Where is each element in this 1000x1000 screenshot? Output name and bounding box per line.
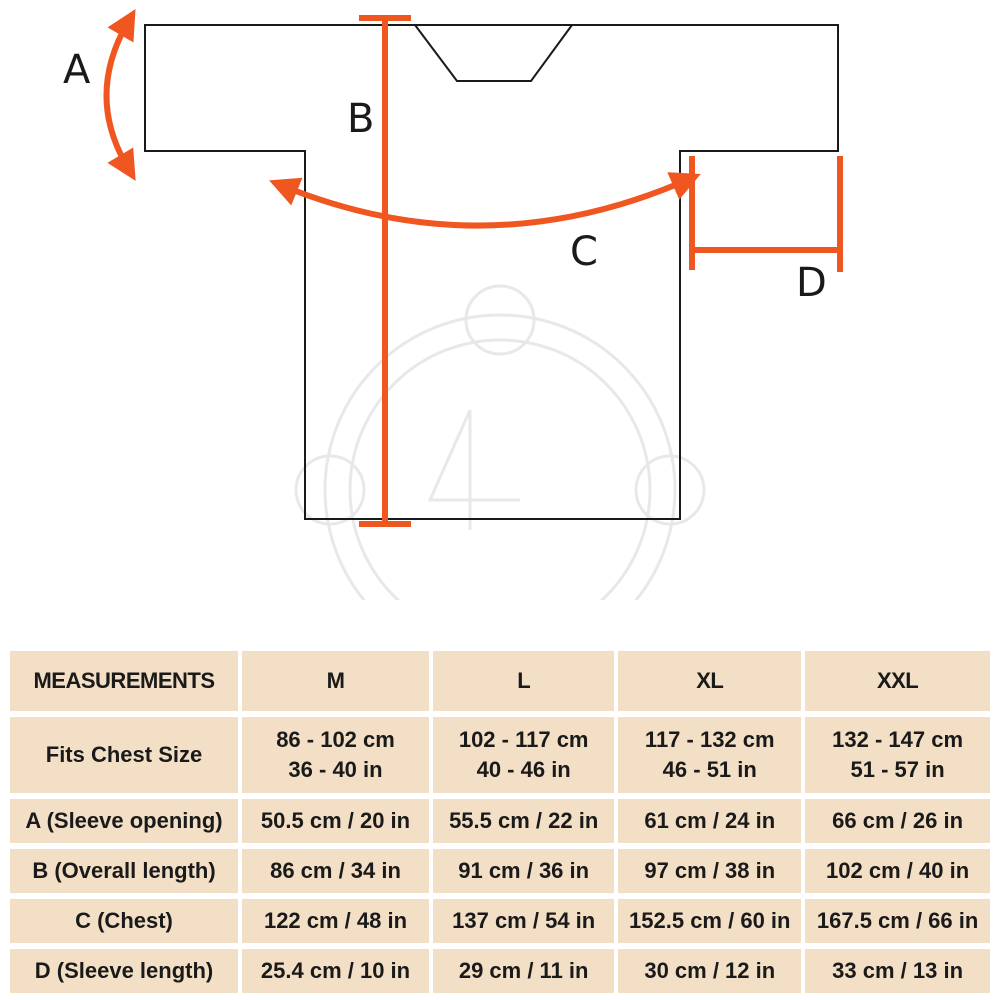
table-cell: 91 cm / 36 in bbox=[433, 849, 614, 893]
dimension-d-line bbox=[692, 156, 840, 272]
table-cell: 132 - 147 cm 51 - 57 in bbox=[805, 717, 990, 793]
table-cell: 25.4 cm / 10 in bbox=[242, 949, 429, 993]
header-size-xxl: XXL bbox=[805, 651, 990, 711]
table-cell: 117 - 132 cm 46 - 51 in bbox=[618, 717, 801, 793]
table-cell: 102 cm / 40 in bbox=[805, 849, 990, 893]
dimension-c-label: C bbox=[570, 229, 598, 275]
size-chart-table bbox=[6, 645, 994, 999]
table-cell: 30 cm / 12 in bbox=[618, 949, 801, 993]
dimension-a-label: A bbox=[63, 47, 91, 93]
header-size-m: M bbox=[242, 651, 429, 711]
row-label: Fits Chest Size bbox=[10, 717, 238, 793]
table-row-sleeve-opening bbox=[10, 799, 990, 843]
dimension-d-label: D bbox=[796, 260, 827, 306]
header-size-xl: XL bbox=[618, 651, 801, 711]
table-cell: 102 - 117 cm 40 - 46 in bbox=[433, 717, 614, 793]
table-cell: 61 cm / 24 in bbox=[618, 799, 801, 843]
table-cell: 167.5 cm / 66 in bbox=[805, 899, 990, 943]
header-size-l: L bbox=[433, 651, 614, 711]
row-label: B (Overall length) bbox=[10, 849, 238, 893]
dimension-a-arrow bbox=[107, 22, 129, 168]
table-cell: 152.5 cm / 60 in bbox=[618, 899, 801, 943]
table-cell: 50.5 cm / 20 in bbox=[242, 799, 429, 843]
row-label: A (Sleeve opening) bbox=[10, 799, 238, 843]
table-row-sleeve-length bbox=[10, 949, 990, 993]
table-header-row bbox=[10, 651, 990, 711]
table-cell: 137 cm / 54 in bbox=[433, 899, 614, 943]
table-cell: 29 cm / 11 in bbox=[433, 949, 614, 993]
table-row-chest bbox=[10, 899, 990, 943]
row-label: C (Chest) bbox=[10, 899, 238, 943]
table-row-fits-chest bbox=[10, 717, 990, 793]
table-cell: 66 cm / 26 in bbox=[805, 799, 990, 843]
table-cell: 33 cm / 13 in bbox=[805, 949, 990, 993]
table-row-overall-length bbox=[10, 849, 990, 893]
table-cell: 86 - 102 cm 36 - 40 in bbox=[242, 717, 429, 793]
header-measurements: MEASUREMENTS bbox=[10, 651, 238, 711]
table-cell: 122 cm / 48 in bbox=[242, 899, 429, 943]
table-cell: 97 cm / 38 in bbox=[618, 849, 801, 893]
table-cell: 86 cm / 34 in bbox=[242, 849, 429, 893]
dimension-b-label: B bbox=[347, 96, 375, 142]
tunic-outline bbox=[145, 25, 838, 519]
row-label: D (Sleeve length) bbox=[10, 949, 238, 993]
table-cell: 55.5 cm / 22 in bbox=[433, 799, 614, 843]
